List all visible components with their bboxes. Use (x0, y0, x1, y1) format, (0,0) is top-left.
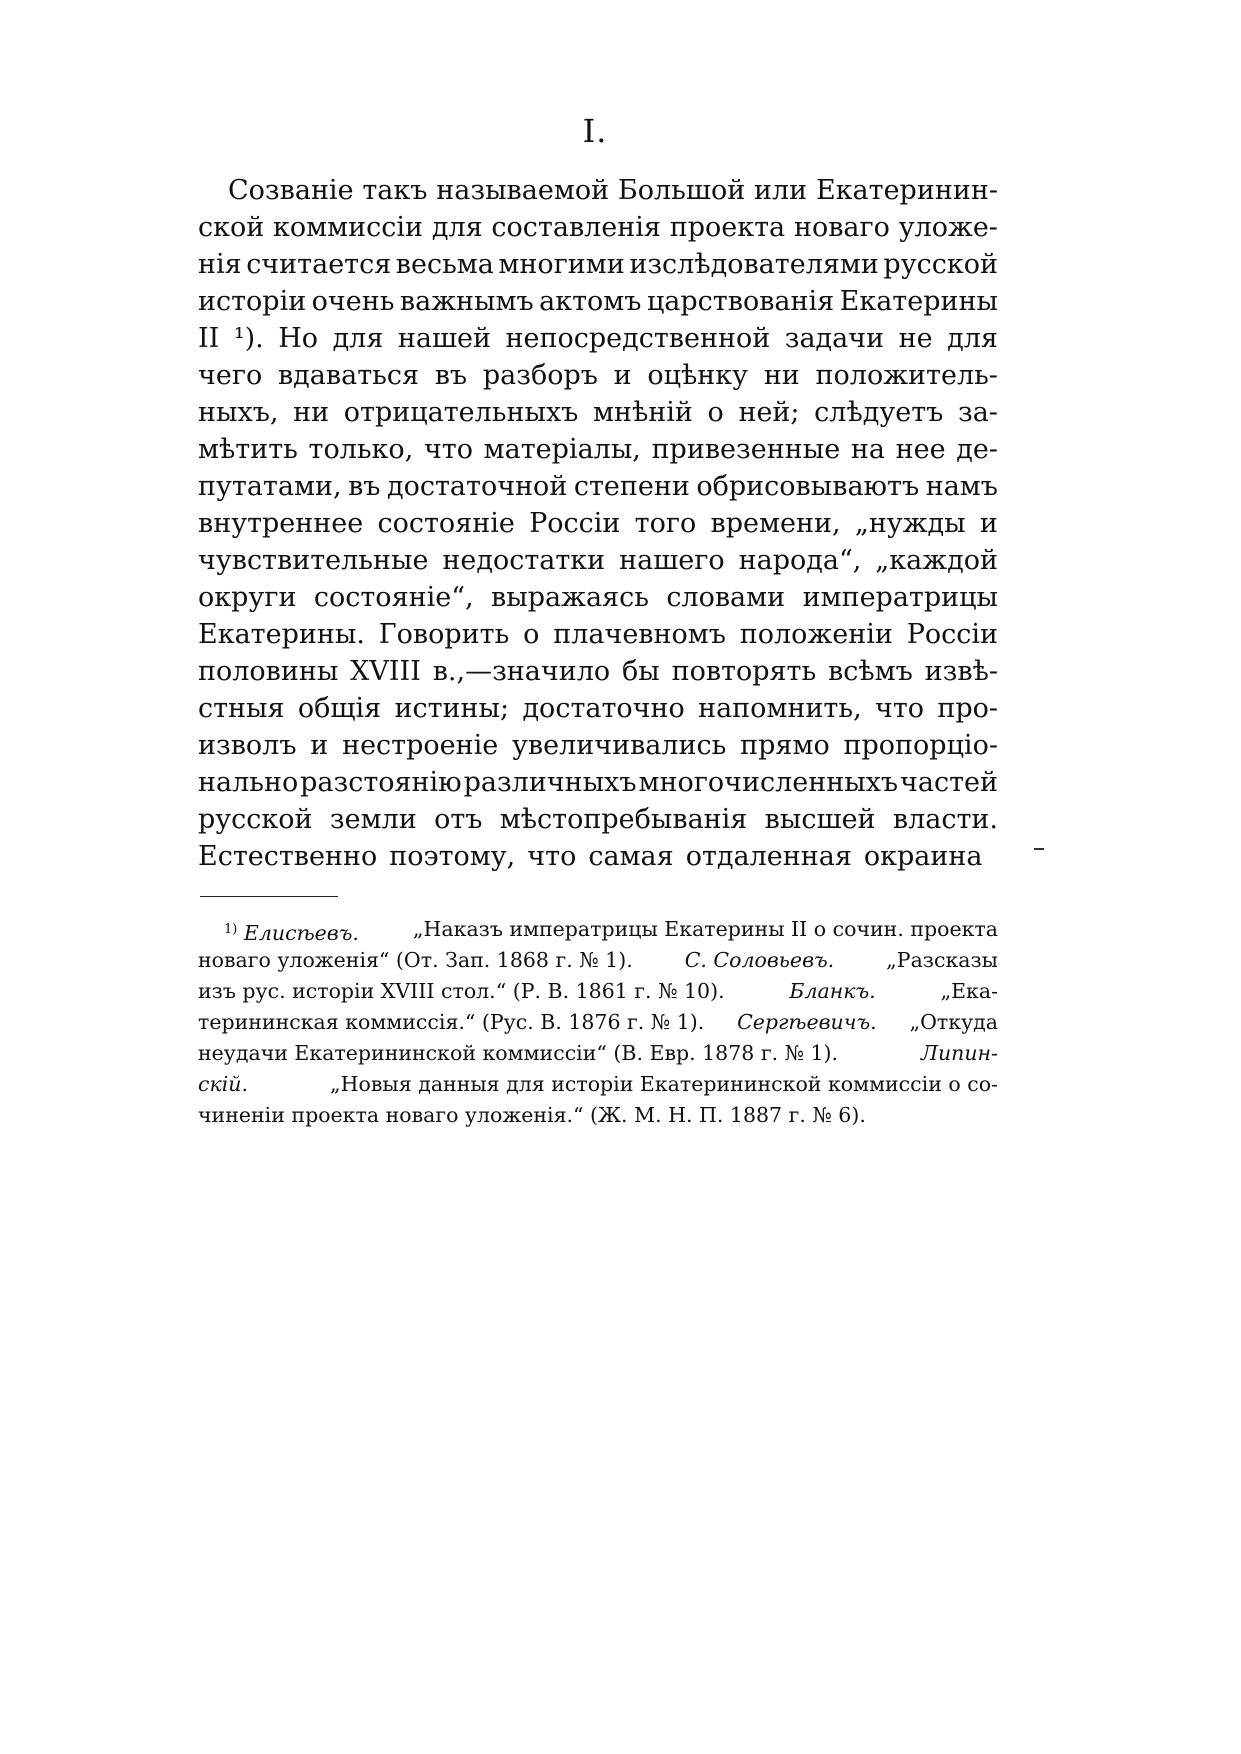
footnote-author: Липин- (920, 1041, 998, 1065)
word: привезенные (651, 434, 841, 465)
word: словами (666, 582, 786, 613)
word: внутреннее (198, 508, 364, 539)
word: Екатерины. (198, 619, 365, 650)
word: недостатки (442, 545, 606, 576)
word: изволъ (198, 730, 297, 761)
text-line (198, 283, 998, 320)
word: „нужды (854, 508, 966, 539)
word: обрисовываютъ (696, 471, 920, 502)
word: напомнить, (698, 693, 862, 724)
word: округи (198, 582, 297, 613)
text-line (198, 542, 998, 579)
text-line (198, 505, 998, 542)
footnote-line (198, 945, 998, 976)
text-line (198, 764, 998, 801)
footnote-author: скiй. (198, 1072, 248, 1096)
word: ской (198, 212, 265, 243)
footnote-line (198, 1038, 998, 1069)
footnote-text: „Наказъ императрицы Екатерины II о сочин. проекта (412, 917, 998, 941)
footnote-text: чиненiи проекта новаго уложенiя.“ (Ж. М. Н. П. 1887 г. № 6). (198, 1103, 866, 1127)
text-line (198, 838, 998, 875)
word: про- (937, 693, 998, 724)
word: Естественно (198, 841, 378, 872)
word: состоянiе“, (313, 582, 474, 613)
word: для (332, 323, 384, 354)
word: разборъ (482, 360, 598, 391)
word: увеличивались (512, 730, 727, 761)
footnote-text: терининская коммиссiя.“ (Рус. В. 1876 г. № 1). (198, 1010, 705, 1034)
word: исторiи (198, 286, 307, 317)
word: о (523, 619, 540, 650)
word: нестроенiе (342, 730, 499, 761)
word: состоянiе (377, 508, 515, 539)
word: высшей (764, 804, 876, 835)
word: что (527, 841, 577, 872)
word: русской (883, 249, 998, 280)
text-line (198, 653, 998, 690)
footnote-author: Бланкъ. (789, 979, 876, 1003)
word: считается (246, 249, 392, 280)
word: разстоянiю (300, 767, 462, 798)
footnote-separator (200, 896, 338, 897)
word: что (874, 693, 925, 724)
word: выражаясь (491, 582, 649, 613)
text-line (198, 320, 998, 357)
word: актомъ (539, 286, 642, 317)
text-line (198, 394, 998, 431)
word: для (947, 323, 998, 354)
word: Говорить (378, 619, 510, 650)
text-line (198, 468, 998, 505)
word: Россiи (906, 619, 998, 650)
word: царствованiя (646, 286, 835, 317)
footnote-text: новаго уложенiя“ (От. Зап. 1868 г. № 1). (198, 948, 633, 972)
footnote-author: Сергѣевичъ. (737, 1010, 877, 1034)
word: положенiи (739, 619, 893, 650)
word: ней; (738, 397, 800, 428)
word: многочисленныхъ (638, 767, 899, 798)
word: отдаленная (685, 841, 852, 872)
word: нее (895, 434, 946, 465)
word: Созванiе (228, 175, 354, 206)
word: императрицы (802, 582, 998, 613)
word: мѣтить (198, 434, 298, 465)
word: о (707, 397, 724, 428)
word: оцѣнку (647, 360, 749, 391)
word: частей (900, 767, 998, 798)
footnote-line (198, 1007, 998, 1038)
word: такъ (362, 175, 428, 206)
word: мнѣнiй (593, 397, 693, 428)
word: земли (329, 804, 417, 835)
word: важнымъ (399, 286, 534, 317)
word: мѣстопребыванiя (499, 804, 748, 835)
word: плачевномъ (553, 619, 726, 650)
footnote-text: „Ека- (940, 979, 998, 1003)
text-line (198, 616, 998, 653)
text-line (198, 209, 998, 246)
word: составленiя (491, 212, 661, 243)
word: различныхъ (463, 767, 637, 798)
word: народа“, (738, 545, 862, 576)
word: и (613, 360, 632, 391)
footnotes (198, 914, 998, 1131)
text-line (198, 579, 998, 616)
word: изслѣдователями (629, 249, 879, 280)
footnote-text: „Откуда (909, 1010, 998, 1034)
word: на (850, 434, 885, 465)
word: вдаваться (277, 360, 419, 391)
word: задачи (784, 323, 885, 354)
word: бы (622, 656, 660, 687)
footnote-text: „Разсказы (886, 948, 998, 972)
word: новаго (793, 212, 890, 243)
word: слѣдуетъ (814, 397, 944, 428)
word: стныя (198, 693, 285, 724)
text-line (198, 246, 998, 283)
word: ¹). (233, 323, 264, 354)
word: „каждой (875, 545, 998, 576)
word: повторять (671, 656, 817, 687)
word: нально (198, 767, 299, 798)
word: уложе- (898, 212, 998, 243)
word: матерiалы, (483, 434, 641, 465)
word: всѣмъ (828, 656, 913, 687)
word: извѣ- (924, 656, 998, 687)
word: только, (308, 434, 414, 465)
word: половины (198, 656, 339, 687)
word: нашей (397, 323, 492, 354)
text-line (198, 357, 998, 394)
word: II (198, 323, 220, 354)
word: самая (588, 841, 674, 872)
footnote-text: изъ рус. исторiи XVIII стол.“ (Р. В. 1861 г. № 10). (198, 979, 725, 1003)
word: Екатерины (839, 286, 998, 317)
footnote-line (198, 976, 998, 1007)
word: непосредственной (505, 323, 771, 354)
word: въ (348, 471, 381, 502)
word: пропорцiо- (843, 730, 998, 761)
text-line (198, 431, 998, 468)
word: намъ (925, 471, 998, 502)
word: что (423, 434, 473, 465)
word: отъ (434, 804, 483, 835)
word: положитель- (815, 360, 998, 391)
footnote-author: Елисѣевъ. (243, 921, 359, 945)
word: или (754, 175, 808, 206)
word: Большой (617, 175, 746, 206)
word: степени (573, 471, 690, 502)
footnote-text: „Новыя данныя для исторiи Екатерининской коммиссiи о со- (330, 1072, 998, 1096)
text-line (198, 727, 998, 764)
word: путатами, (198, 471, 342, 502)
word: де- (956, 434, 998, 465)
word: и (979, 508, 998, 539)
word: называемой (436, 175, 610, 206)
text-line (198, 690, 998, 727)
word: власти. (892, 804, 998, 835)
word: ни (293, 397, 330, 428)
word: для (431, 212, 483, 243)
word: чего (198, 360, 263, 391)
word: Но (278, 323, 319, 354)
word: нашего (619, 545, 725, 576)
word: времени, (710, 508, 841, 539)
word: русской (198, 804, 313, 835)
chapter-numeral: I. (582, 112, 608, 150)
footnote-line (198, 1100, 998, 1131)
word: очень (311, 286, 395, 317)
footnote-author: С. Соловьевъ. (684, 948, 835, 972)
word: того (634, 508, 697, 539)
word: ныхъ, (198, 397, 279, 428)
word: отрицательныхъ (343, 397, 579, 428)
word: истины; (394, 693, 510, 724)
margin-mark (1034, 848, 1044, 850)
footnote-line (198, 914, 998, 945)
word: общiя (297, 693, 382, 724)
word: въ (434, 360, 468, 391)
footnote-line (198, 1069, 998, 1100)
word: не (898, 323, 933, 354)
word: Россiи (529, 508, 621, 539)
word: многими (498, 249, 625, 280)
word: коммиссiи (273, 212, 424, 243)
word: нiя (198, 249, 242, 280)
word: XVIII (350, 656, 421, 687)
word: проекта (669, 212, 786, 243)
footnote-marker: 1) (224, 922, 238, 937)
word: и (310, 730, 329, 761)
word: поэтому, (389, 841, 516, 872)
footnote-text: неудачи Екатерининской коммиссiи“ (В. Евр. 1878 г. № 1). (198, 1041, 839, 1065)
word: чувствительные (198, 545, 429, 576)
text-line (198, 172, 998, 209)
word: достаточной (386, 471, 568, 502)
word: в.,—значило (432, 656, 611, 687)
text-line (198, 801, 998, 838)
word: весьма (395, 249, 494, 280)
word: Екатеринин- (815, 175, 998, 206)
word: окраина (863, 841, 983, 872)
word: прямо (740, 730, 830, 761)
word: достаточно (522, 693, 685, 724)
main-text (198, 172, 998, 875)
word: ни (763, 360, 800, 391)
word: за- (957, 397, 998, 428)
